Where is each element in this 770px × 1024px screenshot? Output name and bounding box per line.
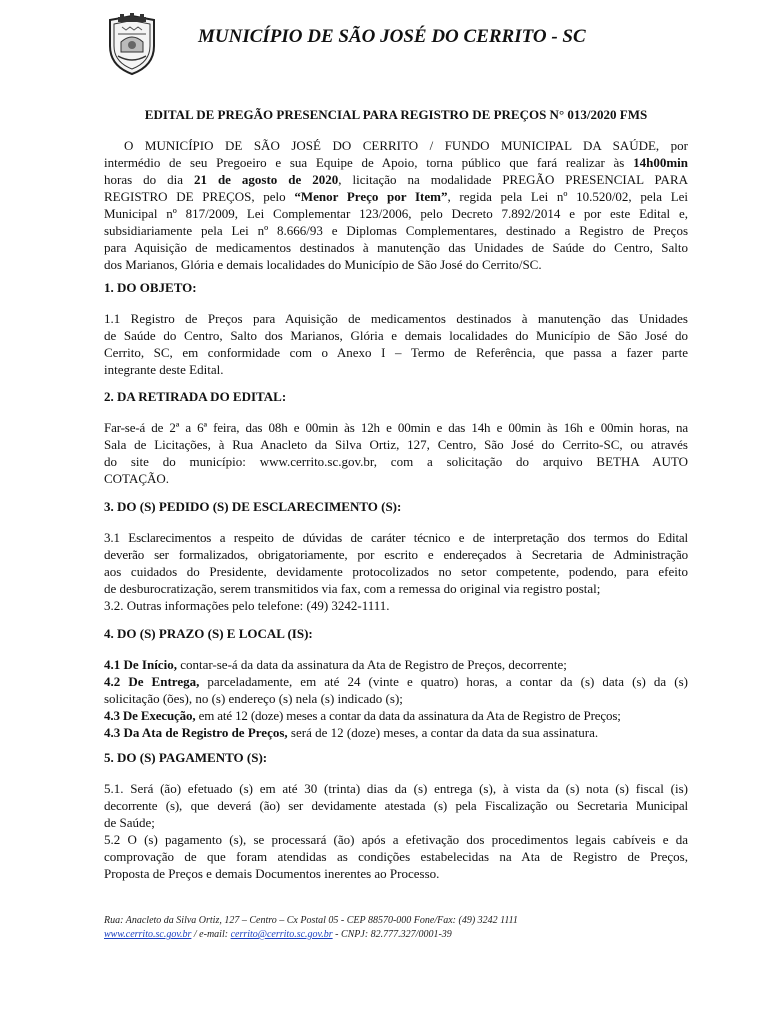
footer-contact <box>104 928 688 942</box>
body-line: aos cuidados do Presidente, devidamente protocolizados no setor competente, podendo, para efeito <box>104 564 688 579</box>
footer-separator: / e-mail: <box>191 929 231 940</box>
document-title: EDITAL DE PREGÃO PRESENCIAL PARA REGISTRO DE PREÇOS N° 013/2020 FMS <box>144 107 648 122</box>
section-body-pagamento <box>104 780 688 882</box>
prazo-item-execucao: 4.3 De Execução, em até 12 (doze) meses a contar da data da assinatura da Ata de Registro de Preços; <box>104 708 621 723</box>
section-body-prazo <box>104 656 688 741</box>
prazo-item-entrega: 4.2 De Entrega, parceladamente, em até 24 (vinte e quatro) horas, a contar da (s) data (s) da (s) <box>104 674 688 689</box>
section-heading-pagamento: 5. DO (S) PAGAMENTO (S): <box>104 750 268 765</box>
section-body-retirada <box>104 419 688 487</box>
footer-address: Rua: Anacleto da Silva Ortiz, 127 – Centro – Cx Postal 05 - CEP 88570-000 Fone/Fax: (49) 3242 1111 <box>104 915 518 926</box>
municipality-title: MUNICÍPIO DE SÃO JOSÉ DO CERRITO - SC <box>198 26 586 47</box>
body-line: 3.1 Esclarecimentos a respeito de dúvidas de caráter técnico e de interpretação dos termos do Edital <box>104 530 688 545</box>
intro-line: horas do dia 21 de agosto de 2020, licitação na modalidade PREGÃO PRESENCIAL PARA <box>104 172 689 187</box>
body-line: de desburocratização, serem transmitidos via fax, com a remessa do original via registro postal; <box>104 581 601 596</box>
body-line: comprovação de que foram atendidas as condições estabelecidas na Ata de Registro de Preços, <box>104 849 688 864</box>
intro-line: REGISTRO DE PREÇOS, pelo “Menor Preço por Item”, regida pela Lei nº 10.520/02, pela Lei <box>104 189 689 204</box>
body-line: Sala de Licitações, à Rua Anacleto da Silva Ortiz, 127, Centro, São José do Cerrito-SC, ou através <box>104 437 688 452</box>
website-link[interactable]: www.cerrito.sc.gov.br <box>104 929 192 940</box>
footer-cnpj: - CNPJ: 82.777.327/0001-39 <box>332 929 452 940</box>
body-line: solicitação (ões), no (s) endereço (s) nela (s) indicado (s); <box>104 691 403 706</box>
intro-line: dos Marianos, Glória e demais localidades do Município de São José do Cerrito/SC. <box>104 257 542 272</box>
body-line: 5.2 O (s) pagamento (s), se processará (ão) após a efetivação dos procedimentos legais cabíveis e da <box>104 832 688 847</box>
body-line: de Saúde; <box>104 815 155 830</box>
page-footer <box>104 914 688 942</box>
body-line: Proposta de Preços e demais Documentos inerentes ao Processo. <box>104 866 440 881</box>
intro-line: subsidiariamente pela Lei nº 8.666/93 e Diplomas Complementares, destinado a Registro de Preços <box>104 223 688 238</box>
coat-of-arms-icon <box>104 12 160 76</box>
body-line: integrante deste Edital. <box>104 362 224 377</box>
body-line: Far-se-á de 2ª a 6ª feira, das 08h e 00min às 12h e 00min e das 14h e 00min às 16h e 00min horas, na <box>104 420 688 435</box>
section-heading-objeto: 1. DO OBJETO: <box>104 280 197 295</box>
intro-line: Municipal nº 817/2009, Lei Complementar 123/2006, pelo Decreto 7.892/2014 e por este Edital e, <box>104 206 688 221</box>
section-heading-esclarecimento: 3. DO (S) PEDIDO (S) DE ESCLARECIMENTO (S): <box>104 499 402 514</box>
body-line: do site do município: www.cerrito.sc.gov.br, com a solicitação do arquivo BETHA AUTO <box>104 454 688 469</box>
body-line: de Saúde do Centro, Salto dos Marianos, Glória e demais localidades do Município de São José do <box>104 328 688 343</box>
body-line: COTAÇÃO. <box>104 471 170 486</box>
body-line: 1.1 Registro de Preços para Aquisição de medicamentos destinados à manutenção das Unidades <box>104 311 688 326</box>
intro-line: intermédio de seu Pregoeiro e sua Equipe de Apoio, torna público que fará realizar às 14h00min <box>104 155 688 170</box>
body-line: Cerrito, SC, em conformidade com o Anexo I – Termo de Referência, que passa a fazer parte <box>104 345 688 360</box>
prazo-item-inicio: 4.1 De Início, contar-se-á da data da assinatura da Ata de Registro de Preços, decorrente; <box>104 657 567 672</box>
section-body-objeto <box>104 310 688 378</box>
body-line: deverão ser formalizados, obrigatoriamente, por escrito e endereçados à Secretaria de Administração <box>104 547 688 562</box>
intro-paragraph <box>104 137 688 273</box>
intro-line: para Aquisição de medicamentos destinados à manutenção das Unidades de Saúde do Centro, Salto <box>104 240 688 255</box>
email-link[interactable]: cerrito@cerrito.sc.gov.br <box>230 929 333 940</box>
intro-line: O MUNICÍPIO DE SÃO JOSÉ DO CERRITO / FUNDO MUNICIPAL DA SAÚDE, por <box>124 138 688 153</box>
body-line: decorrente (s), que deverá (ão) ser devidamente atestada (s) pela Fiscalização ou Secretaria Municipal <box>104 798 688 813</box>
section-heading-prazo: 4. DO (S) PRAZO (S) E LOCAL (IS): <box>104 626 313 641</box>
prazo-item-ata: 4.3 Da Ata de Registro de Preços, será de 12 (doze) meses, a contar da data da sua assinatura. <box>104 725 599 740</box>
section-heading-retirada: 2. DA RETIRADA DO EDITAL: <box>104 389 287 404</box>
section-body-esclarecimento <box>104 529 688 614</box>
body-line: 5.1. Será (ão) efetuado (s) em até 30 (trinta) dias da (s) entrega (s), à vista da (s) nota (s) fiscal (is) <box>104 781 688 796</box>
body-line: 3.2. Outras informações pelo telefone: (49) 3242-1111. <box>104 598 390 613</box>
